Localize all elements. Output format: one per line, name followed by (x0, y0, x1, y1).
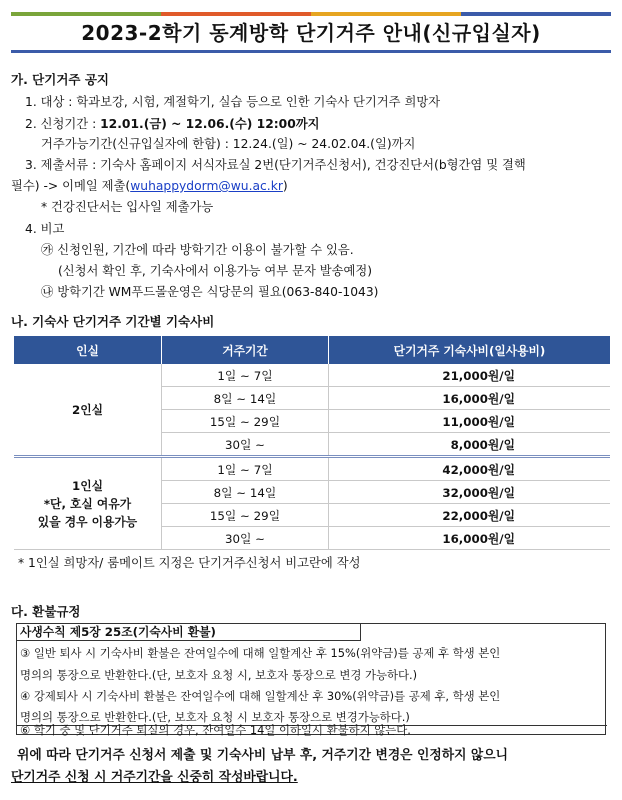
refund-rule-3: ③ 일반 퇴사 시 기숙사비 환불은 잔여일수에 대해 일할계산 후 15%(위약금)를 공제 후 학생 본인 (20, 646, 501, 660)
single-room-label: 1인실 (72, 478, 103, 493)
room-type-single (14, 457, 162, 550)
fee-cell: 21,000원/일 (329, 364, 611, 387)
apply-period-label: 2. 신청기간 : (25, 117, 101, 131)
col-period: 거주기간 (162, 336, 329, 364)
refund-rule-3-cont: 명의의 통장으로 반환한다.(단, 보호자 요청 시, 보호자 통장으로 변경 가능하다.) (20, 668, 418, 682)
closing-notice-1: 위에 따라 단기거주 신청서 제출 및 기숙사비 납부 후, 거주기간 변경은 인정하지 않으니 (17, 748, 508, 763)
period-cell: 1일 ~ 7일 (162, 364, 329, 387)
section-a-heading: 가. 단기거주 공지 (11, 72, 109, 87)
title-underline (11, 50, 611, 53)
refund-rules-title: 사생수칙 제5장 25조(기숙사비 환불) (17, 624, 361, 641)
closing-notice-2: 단기거주 신청 시 거주기간을 신중히 작성바랍니다. (11, 770, 298, 785)
room-type-double: 2인실 (14, 364, 162, 457)
table-row (14, 364, 610, 387)
period-cell: 30일 ~ (162, 433, 329, 457)
col-room: 인실 (14, 336, 162, 364)
notice-item-3-cont (11, 176, 288, 194)
table-row (14, 457, 610, 481)
period-cell: 8일 ~ 14일 (162, 481, 329, 504)
notice-item-4: 4. 비고 (25, 222, 65, 236)
period-cell: 8일 ~ 14일 (162, 387, 329, 410)
page-title: 2023-2학기 동계방학 단기거주 안내(신규입실자) (81, 21, 541, 45)
remark-b: ㉯ 방학기간 WM푸드몰운영은 식당문의 필요(063-840-1043) (41, 285, 379, 299)
refund-rule-4: ④ 강제퇴사 시 기숙사비 환불은 잔여일수에 대해 일할계산 후 30%(위약금)를 공제 후, 학생 본인 (20, 689, 501, 703)
fee-table-header (14, 336, 610, 364)
single-room-request-note: * 1인실 희망자/ 룸메이트 지정은 단기거주신청서 비고란에 작성 (18, 556, 361, 570)
remark-a: ㉮ 신청인원, 기간에 따라 방학기간 이용이 불가할 수 있음. (41, 243, 354, 257)
fee-cell: 8,000원/일 (329, 433, 611, 457)
period-cell: 15일 ~ 29일 (162, 504, 329, 527)
fee-cell: 11,000원/일 (329, 410, 611, 433)
apply-period-value: 12.01.(금) ~ 12.06.(수) 12:00까지 (100, 117, 320, 131)
single-room-note-1: *단, 호실 여유가 (43, 496, 132, 511)
section-b-heading: 나. 기숙사 단기거주 기간별 기숙사비 (11, 314, 215, 329)
fee-cell: 16,000원/일 (329, 387, 611, 410)
health-cert-note: * 건강진단서는 입사일 제출가능 (41, 200, 214, 214)
fee-cell: 32,000원/일 (329, 481, 611, 504)
email-link[interactable]: wuhappydorm@wu.ac.kr (130, 179, 283, 193)
period-cell: 15일 ~ 29일 (162, 410, 329, 433)
email-submit-label: 필수) -> 이메일 제출( (11, 179, 131, 193)
refund-rules-box (16, 623, 606, 735)
fee-cell: 22,000원/일 (329, 504, 611, 527)
notice-item-3: 3. 제출서류 : 기숙사 홈페이지 서식자료실 2번(단기거주신청서), 건강진단서(b형간염 및 결핵 (25, 158, 526, 172)
stay-period: 거주가능기간(신규입실자에 한함) : 12.24.(일) ~ 24.02.04.(일)까지 (41, 137, 416, 151)
period-cell: 1일 ~ 7일 (162, 457, 329, 481)
email-submit-close: ) (282, 179, 288, 193)
fee-cell: 16,000원/일 (329, 527, 611, 550)
col-fee: 단기거주 기숙사비(일사용비) (329, 336, 611, 364)
notice-item-2 (25, 114, 320, 132)
refund-rule-6: ⑥ 학기 중 및 단기거주 퇴실의 경우, 잔여일수 14일 이하일시 환불하지 않는다. (20, 723, 411, 737)
fee-cell: 42,000원/일 (329, 457, 611, 481)
notice-item-1: 1. 대상 : 학과보강, 시험, 계절학기, 실습 등으로 인한 기숙사 단기거주 희망자 (25, 95, 441, 109)
fee-table (14, 336, 610, 550)
refund-rule-4-cont: 명의의 통장으로 반환한다.(단, 보호자 요청 시 보호자 통장으로 변경가능하다.) (20, 710, 410, 724)
section-c-heading: 다. 환불규정 (11, 604, 81, 619)
title-banner (11, 12, 611, 53)
period-cell: 30일 ~ (162, 527, 329, 550)
remark-a-detail: (신청서 확인 후, 기숙사에서 이용가능 여부 문자 발송예정) (58, 264, 373, 278)
single-room-note-2: 있을 경우 이용가능 (37, 514, 138, 529)
